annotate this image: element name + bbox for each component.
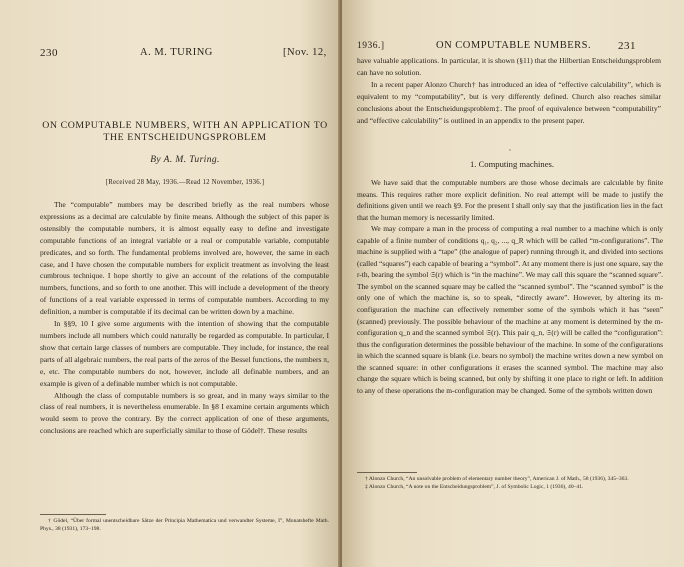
paragraph: In §§9, 10 I give some arguments with the intention of showing that the computable numbers include all numbers which could naturally be regarded as computable. In particular, I show that certain large classes of numbers are computable. They include, for instance, the real parts of all algebraic numbers, the real parts of the zeros of the Bessel functions, the numbers π, e, etc. The computable numbers do not, however, include all definable numbers, and an example is given of a definable number which is not computable.: [40, 319, 329, 388]
received-date: [Received 28 May, 1936.—Read 12 November, 1936.]: [105, 179, 265, 186]
title-line-2: THE ENTSCHEIDUNGSPROBLEM: [103, 132, 267, 143]
footnote: ‡ Alonzo Church, “A note on the Entscheidungsproblem”, J. of Symbolic Logic, 1 (1936), 40–41.: [365, 484, 584, 491]
byline: By A. M. Turing.: [150, 155, 220, 165]
footnote-rule: [40, 514, 106, 515]
paper-title: [40, 120, 330, 144]
paragraph: We may compare a man in the process of computing a real number to a machine which is only capable of a finite number of conditions q₁, q₂, ..., q_R which will be called “m-configurations”. The machine is supplied with a “tape” (the analogue of paper) running through it, and divided into sections (called “squares”) each capable of bearing a “symbol”. At any moment there is just one square, say the r-th, bearing the symbol 𝔖(r) which is “in the machine”. We may call this square the “scanned square”. The symbol on the scanned square may be called the “scanned symbol”. The “scanned symbol” is the only one of which the machine is, so to speak, “directly aware”. However, by altering its m-configuration the machine can effectively remember some of the symbols which it has “seen” (scanned) previously. The possible behaviour of the machine at any moment is determined by the m-configuration q_n and the scanned symbol 𝔖(r). This pair q_n, 𝔖(r) will be called the “configuration”: thus the configuration determines the possible behaviour of the machine. In some of the configurations in which the scanned square is blank (i.e. bears no symbol) the machine writes down a new symbol on the scanned square: in other configurations it erases the scanned symbol. The machine may also change the square which is being scanned, but only by shifting it one place to right or left. In addition to any of these operations the m-configuration may be changed. Some of the symbols written down: [357, 224, 663, 395]
left-body-text: [40, 199, 329, 437]
title-line-1: ON COMPUTABLE NUMBERS, WITH AN APPLICATION TO: [42, 120, 328, 131]
right-body-top: [357, 55, 661, 126]
footnote: † Alonzo Church, “An unsolvable problem of elementary number theory”, American J. of Math., 58 (1936), 345–363.: [365, 476, 629, 482]
left-page: [0, 0, 340, 567]
paragraph: We have said that the computable numbers are those whose decimals are calculable by finite means. This requires rather more explicit definition. No real attempt will be made to justify the definitions given until we reach §9. For the present I shall only say that the justification lies in the fact that the human memory is necessarily limited.: [357, 178, 663, 222]
running-head-right: ON COMPUTABLE NUMBERS.: [436, 40, 592, 51]
footnote-rule: [357, 472, 417, 473]
ink-mark: ,: [509, 143, 511, 152]
footnote: † Gödel, “Über formal unentscheidbare Sätze der Principia Mathematica und verwandter Systeme, I”, Monatshefte Math. Phys., 38 (1931), 173–198.: [40, 518, 329, 533]
running-date-left: [Nov. 12,: [283, 47, 327, 58]
paragraph: In a recent paper Alonzo Church† has introduced an idea of “effective calculability”, which is equivalent to my “computability”, but is very differently defined. Church also reaches similar conclusions about the Entscheidungsproblem‡. The proof of equivalence between “computability” and “effective calculability” is outlined in an appendix to the present paper.: [357, 79, 661, 125]
left-footnote: [40, 517, 329, 533]
section-heading: 1. Computing machines.: [469, 159, 555, 169]
page-number-left: 230: [40, 47, 58, 59]
paragraph: Although the class of computable numbers is so great, and in many ways similar to the class of real numbers, it is nevertheless enumerable. In §8 I examine certain arguments which would seem to prove the contrary. By the correct application of one of these arguments, conclusions are reached which are superficially similar to those of Gödel†. These results: [40, 390, 329, 436]
running-head-left: A. M. TURING: [140, 47, 213, 58]
page-number-right: 231: [618, 40, 636, 52]
paragraph: The “computable” numbers may be described briefly as the real numbers whose expressions as a decimal are calculable by finite means. Although the subject of this paper is ostensibly the computable numbers, it is almost equally easy to define and investigate computable functions of an integral variable or a real or computable variable, computable predicates, and so forth. The fundamental problems involved are, however, the same in each case, and I have chosen the computable numbers for explicit treatment as involving the least cumbrous technique. I hope shortly to give an account of the relations of the computable numbers, functions, and so forth to one another. This will include a development of the theory of functions of a real variable expressed in terms of computable numbers. According to my definition, a number is computable if its decimal can be written down by a machine.: [40, 200, 329, 317]
right-footnotes: [357, 475, 663, 491]
paragraph: have valuable applications. In particular, it is shown (§11) that the Hilbertian Entscheidungsproblem can have no solution.: [357, 56, 661, 77]
running-date-right: 1936.]: [357, 41, 385, 51]
right-body-main: [357, 177, 663, 396]
